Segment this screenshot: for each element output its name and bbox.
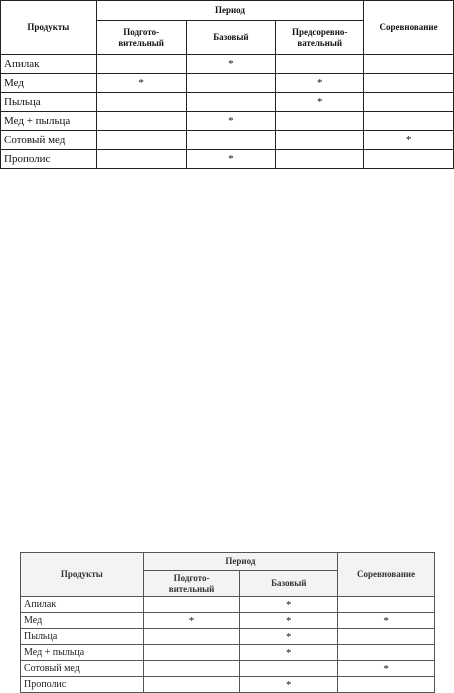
mark-cell: * [240, 677, 338, 693]
mark-cell [143, 629, 240, 645]
mark-cell: * [240, 597, 338, 613]
mark-cell [338, 645, 435, 661]
top-table-crop [0, 0, 454, 170]
mark-cell: * [143, 613, 240, 629]
mark-cell [96, 112, 186, 131]
mark-cell [186, 131, 276, 150]
product-name: Пыльца [1, 93, 97, 112]
table-row [21, 613, 435, 629]
table-row [1, 74, 454, 93]
mark-cell [143, 677, 240, 693]
mark-cell [143, 661, 240, 677]
mark-cell [364, 112, 454, 131]
mark-cell [338, 597, 435, 613]
mark-cell [364, 55, 454, 74]
supplement-period-table-top [0, 0, 454, 169]
product-name: Мед + пыльца [21, 645, 144, 661]
table-row [1, 112, 454, 131]
mark-cell [276, 131, 364, 150]
table-row [21, 677, 435, 693]
product-name: Мед + пыльца [1, 112, 97, 131]
mark-cell [96, 93, 186, 112]
mark-cell [338, 629, 435, 645]
mark-cell: * [240, 645, 338, 661]
header-products: Продукты [1, 1, 97, 55]
mark-cell [276, 150, 364, 169]
product-name: Мед [1, 74, 97, 93]
header-competition: Соревнование [364, 1, 454, 55]
mark-cell [143, 597, 240, 613]
mark-cell: * [338, 613, 435, 629]
header-preparatory: Подгото- вительный [143, 571, 240, 597]
mark-cell: * [364, 131, 454, 150]
header-basic: Базовый [240, 571, 338, 597]
mark-cell: * [276, 93, 364, 112]
mark-cell [276, 112, 364, 131]
mark-cell [96, 55, 186, 74]
mark-cell [96, 131, 186, 150]
mark-cell [276, 55, 364, 74]
mark-cell [364, 74, 454, 93]
mark-cell [364, 150, 454, 169]
product-name: Пыльца [21, 629, 144, 645]
mark-cell: * [276, 74, 364, 93]
mark-cell [364, 93, 454, 112]
product-name: Апилак [1, 55, 97, 74]
mark-cell [143, 645, 240, 661]
header-period: Период [96, 1, 363, 21]
header-products: Продукты [21, 553, 144, 597]
table-row [1, 150, 454, 169]
mark-cell [186, 74, 276, 93]
table-row [21, 645, 435, 661]
mark-cell: * [240, 613, 338, 629]
mark-cell [96, 150, 186, 169]
header-preparatory: Подгото- вительный [96, 21, 186, 55]
product-name: Апилак [21, 597, 144, 613]
table-row [21, 661, 435, 677]
mark-cell: * [186, 55, 276, 74]
product-name: Сотовый мед [1, 131, 97, 150]
table-row [21, 629, 435, 645]
supplement-period-table-bottom [20, 552, 435, 693]
mark-cell: * [240, 629, 338, 645]
header-precompetition: Предсоревно- вательный [276, 21, 364, 55]
mark-cell: * [186, 112, 276, 131]
mark-cell [240, 661, 338, 677]
header-period: Период [143, 553, 337, 571]
header-basic: Базовый [186, 21, 276, 55]
table-row [1, 93, 454, 112]
table-row [1, 55, 454, 74]
product-name: Сотовый мед [21, 661, 144, 677]
product-name: Мед [21, 613, 144, 629]
mark-cell [338, 677, 435, 693]
product-name: Прополис [1, 150, 97, 169]
table-row [21, 597, 435, 613]
mark-cell: * [186, 150, 276, 169]
mark-cell: * [96, 74, 186, 93]
mark-cell [186, 93, 276, 112]
mark-cell: * [338, 661, 435, 677]
product-name: Прополис [21, 677, 144, 693]
table-row [1, 131, 454, 150]
header-competition: Соревнование [338, 553, 435, 597]
